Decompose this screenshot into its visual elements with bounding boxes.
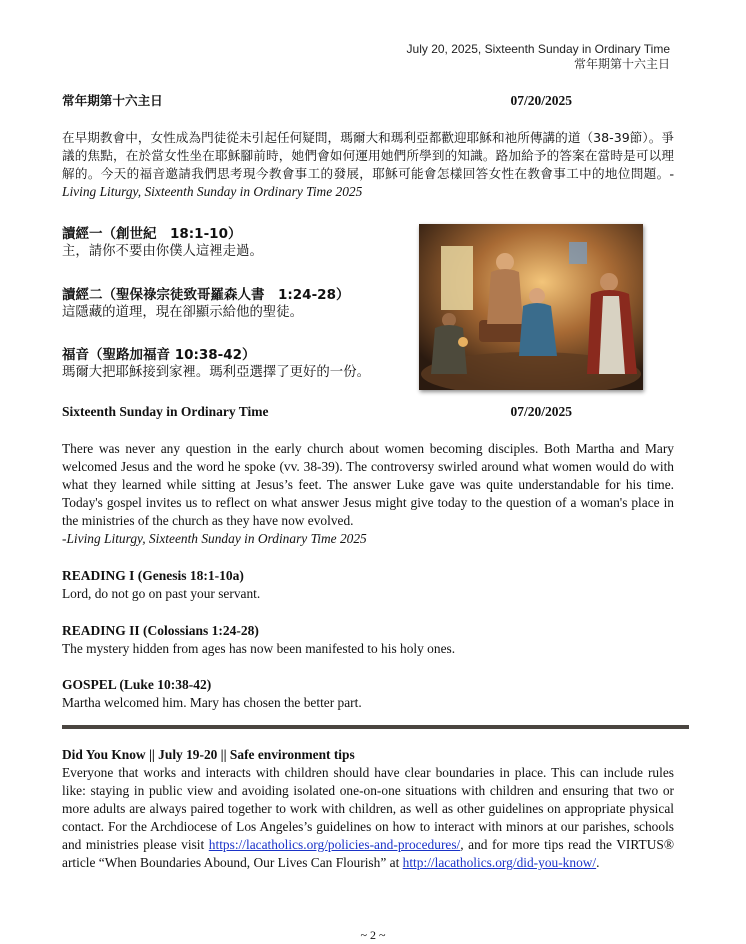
zh-title-row — [62, 92, 572, 110]
dyk-text-3: . — [596, 855, 600, 870]
en-intro — [62, 440, 674, 548]
did-you-know-section — [62, 746, 674, 872]
en-gospel-text: Martha welcomed him. Mary has chosen the better part. — [62, 695, 362, 710]
en-reading-2 — [62, 622, 682, 658]
en-title: Sixteenth Sunday in Ordinary Time — [62, 404, 269, 419]
did-you-know-body — [62, 764, 674, 872]
zh-reading-1-title: 讀經一（創世紀 18:1-10） — [62, 226, 242, 242]
section-divider — [62, 725, 689, 729]
policies-link[interactable]: https://lacatholics.org/policies-and-procedures/ — [208, 837, 461, 852]
page-header — [407, 42, 670, 72]
zh-reading-1-text: 主，請你不要由你僕人這裡走過。 — [62, 244, 263, 259]
en-reading-1 — [62, 567, 682, 603]
en-gospel-title: GOSPEL (Luke 10:38-42) — [62, 677, 212, 692]
zh-gospel — [62, 346, 422, 382]
en-reading-1-text: Lord, do not go on past your servant. — [62, 586, 261, 601]
zh-intro — [62, 129, 674, 201]
zh-reading-2-title: 讀經二（聖保祿宗徒致哥羅森人書 1:24-28） — [62, 287, 350, 303]
header-chinese-line: 常年期第十六主日 — [573, 57, 670, 71]
dyk-text-2: , and for more tips read the VIRTUS® article “When Boundaries Abound, Our Lives Can Flourish” at — [62, 837, 674, 870]
en-source: -Living Liturgy, Sixteenth Sunday in Ordinary Time 2025 — [62, 531, 367, 546]
zh-reading-2 — [62, 286, 422, 322]
zh-date: 07/20/2025 — [510, 93, 572, 108]
en-title-row — [62, 404, 572, 420]
martha-mary-painting — [419, 224, 643, 390]
en-intro-text: There was never any question in the early church about women becoming disciples. Both Martha and Mary welcomed Jesus and the word he spoke (vv. 38-39). The controversy swirled around what women would do with what they learned while sitting at Jesus’s feet. The answer Luke gave was quite understandable for his time. Today's gospel invites us to reflect on what answer Jesus might give today to the question of a woman's place in the ministries of the church as they have now evolved. — [62, 441, 674, 528]
painting-illustration — [419, 224, 643, 390]
zh-intro-text: 在早期教會中，女性成為門徒從未引起任何疑問，瑪爾大和瑪利亞都歡迎耶穌和祂所傳講的道（38-39節）。爭議的焦點，在於當女性坐在耶穌腳前時，她們會如何運用她們所學到的知識。路加給予的答案在當時是可以理解的。今天的福音邀請我們思考現今教會事工的發展，耶穌可能會怎樣回答女性在教會事工中的地位問題。 — [62, 130, 674, 181]
en-date: 07/20/2025 — [510, 404, 572, 419]
did-you-know-title: Did You Know || July 19-20 || Safe environment tips — [62, 747, 355, 762]
en-reading-2-text: The mystery hidden from ages has now been manifested to his holy ones. — [62, 641, 456, 656]
zh-source: -Living Liturgy, Sixteenth Sunday in Ordinary Time 2025 — [62, 166, 674, 199]
zh-gospel-title: 福音（聖路加福音 10:38-42） — [62, 347, 256, 363]
page-number: ~ 2 ~ — [360, 928, 386, 942]
en-reading-1-title: READING I (Genesis 18:1-10a) — [62, 568, 244, 583]
dyk-text-1: Everyone that works and interacts with children should have clear boundaries in place. This can include rules like: staying in public view and avoiding isolated one-on-one situations with children and ensuring that two or more adults are always paired together to work with children, as well as other guidelines on appropriate physical contact. For the Archdiocese of Los Angeles’s guidelines on how to interact with minors at our parishes, schools and ministries please visit — [62, 765, 674, 852]
did-you-know-link[interactable]: http://lacatholics.org/did-you-know/ — [402, 855, 597, 870]
zh-title: 常年期第十六主日 — [62, 93, 163, 108]
en-reading-2-title: READING II (Colossians 1:24-28) — [62, 623, 259, 638]
en-gospel — [62, 676, 682, 712]
header-date-line: July 20, 2025, Sixteenth Sunday in Ordinary Time — [406, 42, 670, 56]
zh-reading-2-text: 這隱藏的道理，現在卻顯示給他的聖徒。 — [62, 305, 304, 320]
zh-reading-1 — [62, 225, 422, 261]
zh-gospel-text: 瑪爾大把耶穌接到家裡。瑪利亞選擇了更好的一份。 — [62, 365, 370, 380]
